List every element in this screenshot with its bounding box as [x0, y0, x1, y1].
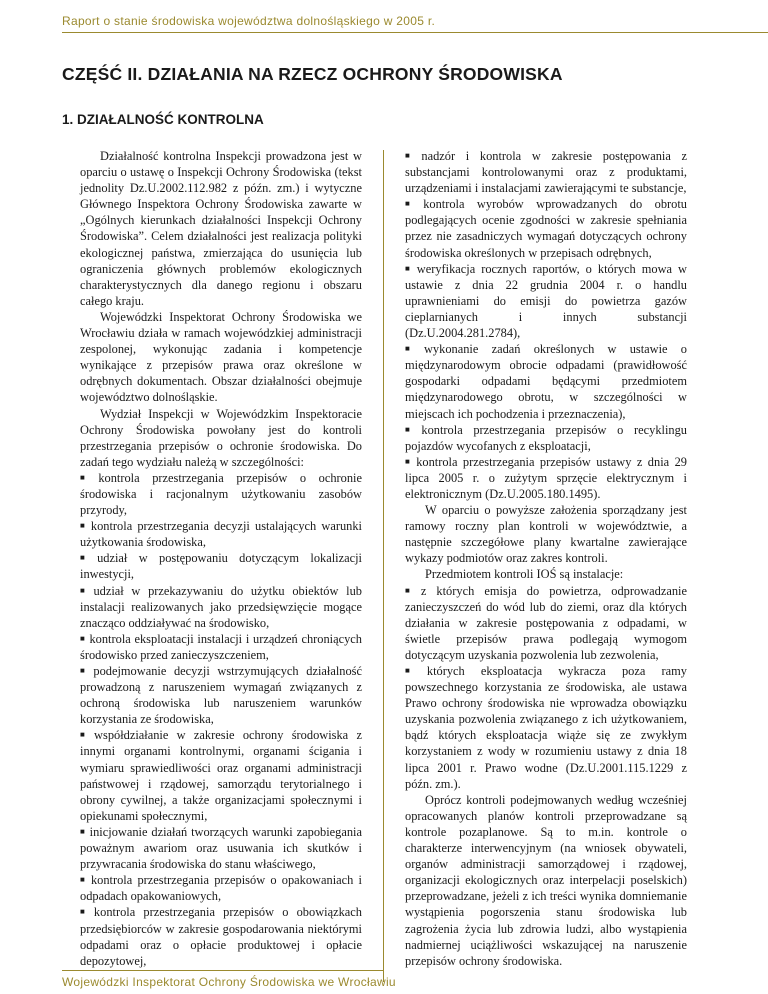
list-item [405, 583, 687, 663]
bullet-icon: ■ [80, 553, 94, 563]
text: kontrola przestrzegania przepisów o ochronie środowiska i racjonalnym użytkowaniu zasobów przyrody, [80, 470, 362, 518]
bullet-icon: ■ [405, 424, 418, 434]
text: kontrola eksploatacji instalacji i urządzeń chroniących środowisko przed zanieczyszczeniem, [80, 631, 362, 662]
list-item [80, 663, 362, 727]
right-text-column [405, 148, 687, 969]
text: z których emisja do powietrza, odprowadzanie zanieczyszczeń do wód lub do ziemi, oraz dla których działania w zakresie postępowania z odpadami, w świetle przepisów prawa podlegają wymogom dotyczącym uzyskania pozwolenia lub zezwolenia, [405, 583, 687, 662]
bullet-icon: ■ [80, 875, 87, 885]
text: kontrola przestrzegania przepisów o obowiązkach przedsiębiorców w zakresie gospodarowania niektórymi odpadami oraz o opłacie produktowej i opłacie depozytowej, [80, 905, 362, 968]
list-item [80, 550, 362, 582]
list-item [405, 663, 687, 792]
bullet-icon: ■ [80, 666, 90, 675]
text: kontrola przestrzegania przepisów o recyklingu pojazdów wycofanych z eksploatacji, [405, 422, 687, 453]
text: kontrola przestrzegania przepisów o opakowaniach i odpadach opakowaniowych, [80, 873, 362, 904]
bullet-icon: ■ [80, 826, 86, 836]
footer-rule [62, 970, 384, 971]
text: nadzór i kontrola w zakresie postępowania z substancjami kontrolowanymi oraz z produktami, urządzeniami i instalacjami zawierającymi te substancje, [405, 149, 687, 196]
list-item [80, 824, 362, 872]
text: podejmowanie decyzji wstrzymujących działalność prowadzoną z naruszeniem wymagań związanych z ochroną środowiska lub naruszeniem warunków korzystania ze środowiska, [80, 664, 362, 727]
bullet-icon: ■ [80, 472, 95, 482]
bullet-icon: ■ [405, 151, 418, 160]
list-item [405, 422, 687, 454]
text: Przedmiotem kontroli IOŚ są instalacje: [425, 567, 624, 582]
paragraph [80, 309, 362, 406]
list-item [405, 341, 687, 421]
text: Oprócz kontroli podejmowanych według wcześniej opracowanych planów kontroli przeprowadzane są kontrole pozaplanowe. Są to m.in. kontrole o charakterze interwencyjnym (na wniosek obywateli, organów administracji samorządowej i rządowej, organizacji ekologicznych oraz interpelacji poselskich) przeprowadzane, jeżeli z ich treści wynika domniemanie wystąpienia pogorszenia stanu środowiska lub zagrożenia życia lub zdrowia ludzi, albo wystąpienia nadmiernej uciążliwości wskazującej na naruszenie przepisów ochrony środowiska. [405, 792, 687, 968]
paragraph [80, 148, 362, 309]
list-item [405, 454, 687, 502]
text: weryfikacja rocznych raportów, o których mowa w ustawie z dnia 22 grudnia 2004 r. o handlu uprawnieniami do emisji do powietrza gazów cieplarnianych i innych substancji (Dz.U.2004.281.2784), [405, 261, 687, 341]
list-item [405, 148, 687, 196]
column-divider [383, 150, 384, 982]
left-text-column [80, 148, 362, 969]
text: kontrola wyrobów wprowadzanych do obrotu podlegających ocenie zgodności w zakresie spełniania przez nie zasadniczych wymagań dotyczących ochrony środowiska określonych w przepisach odrębnych, [405, 197, 687, 260]
text: udział w postępowaniu dotyczącym lokalizacji inwestycji, [80, 551, 362, 582]
list-item [80, 518, 362, 550]
list-item [80, 470, 362, 518]
text: Wojewódzki Inspektorat Ochrony Środowiska we Wrocławiu działa w ramach wojewódzkiej administracji zespolonej, wykonując zadania i kompetencje wynikające z przepisów prawa oraz określone w odrębnych dokumentach. Obszar działalności obejmuje województwo dolnośląskie. [80, 309, 362, 405]
bullet-icon: ■ [80, 730, 91, 740]
bullet-icon: ■ [405, 263, 413, 273]
section-title: 1. DZIAŁALNOŚĆ KONTROLNA [62, 112, 264, 127]
paragraph [405, 566, 687, 582]
part-title: CZĘŚĆ II. DZIAŁANIA NA RZECZ OCHRONY ŚRODOWISKA [62, 64, 563, 84]
bullet-icon: ■ [405, 456, 413, 466]
text: udział w przekazywaniu do użytku obiektów lub instalacji realizowanych jako przedsięwzięcie mogące znacząco oddziaływać na środowisko, [80, 583, 362, 630]
list-item [405, 196, 687, 260]
bullet-icon: ■ [80, 633, 86, 643]
list-item [80, 872, 362, 904]
list-item [80, 727, 362, 824]
bullet-icon: ■ [80, 521, 87, 531]
bullet-icon: ■ [80, 585, 90, 595]
text: kontrola przestrzegania decyzji ustalających warunki użytkowania środowiska, [80, 519, 362, 550]
text: których eksploatacja wykracza poza ramy powszechnego korzystania ze środowiska, ale ustawa Prawo ochrony środowiska nie wprowadza obowiązku uzyskania pozwolenia związanego z ich użytkowaniem, bądź których eksploatacja wiąże się ze zwykłym korzystaniem z wody w rozumieniu ustawy z dnia 18 lipca 2001 r. Prawo wodne (Dz.U.2001.115.1229 z późn. zm.). [405, 664, 687, 791]
bullet-icon: ■ [80, 907, 90, 917]
bullet-icon: ■ [405, 666, 423, 675]
text: wykonanie zadań określonych w ustawie o międzynarodowym obrocie odpadami (prawidłowość gospodarki odpadami będącymi przedmiotem międzynarodowego obrotu, w szczególności w miejscach ich pochodzenia i przeznaczenia), [405, 342, 687, 421]
text: kontrola przestrzegania przepisów ustawy z dnia 29 lipca 2005 r. o zużytym sprzęcie elektrycznym i elektronicznym (Dz.U.2005.180.1495). [405, 454, 687, 501]
running-header: Raport o stanie środowiska województwa dolnośląskiego w 2005 r. [62, 14, 436, 28]
header-rule [62, 32, 768, 33]
bullet-icon: ■ [405, 585, 417, 595]
text: współdziałanie w zakresie ochrony środowiska z innymi organami kontrolnymi, organami ścigania i wymiaru sprawiedliwości oraz organami administracji państwowej i rządowej, samorządu terytorialnego i obrony cywilnej, a także organizacjami społecznymi i opiekunami społecznymi, [80, 728, 362, 823]
text: Wydział Inspekcji w Wojewódzkim Inspektoracie Ochrony Środowiska powołany jest do kontroli przestrzegania przepisów o ochronie środowiska. Do zadań tego wydziału należą w szczególności: [80, 406, 362, 469]
list-item [80, 904, 362, 968]
bullet-icon: ■ [405, 199, 420, 209]
text: inicjowanie działań tworzących warunki zapobiegania poważnym awariom oraz usuwania ich skutków i przywracania środowiska do stanu właściwego, [80, 824, 363, 872]
text: W oparciu o powyższe założenia sporządzany jest ramowy roczny plan kontroli w województwie, a następnie szczegółowe plany kwartalne zawierające wykazy podmiotów oraz zakres kontroli. [405, 503, 687, 566]
list-item [80, 583, 362, 631]
bullet-icon: ■ [405, 344, 420, 354]
text: Działalność kontrolna Inspekcji prowadzona jest w oparciu o ustawę o Inspekcji Ochrony Środowiska (tekst jednolity Dz.U.2002.112.982 z późn. zm.) i wytyczne Głównego Inspektora Ochrony Środowiska zawarte w „Ogólnych kierunkach działalności Inspekcji Ochrony Środowiska”. Celem działalności jest realizacja polityki ekologicznej państwa, zmierzająca do usunięcia lub ograniczenia głównych problemów ekologicznych charakterystycznych dla danego regionu i obszaru całego kraju. [80, 149, 362, 308]
footer-publisher: Wojewódzki Inspektorat Ochrony Środowiska we Wrocławiu [62, 975, 396, 989]
paragraph [405, 792, 687, 969]
paragraph [405, 502, 687, 566]
list-item [80, 631, 362, 663]
list-item [405, 261, 687, 341]
paragraph [80, 406, 362, 470]
